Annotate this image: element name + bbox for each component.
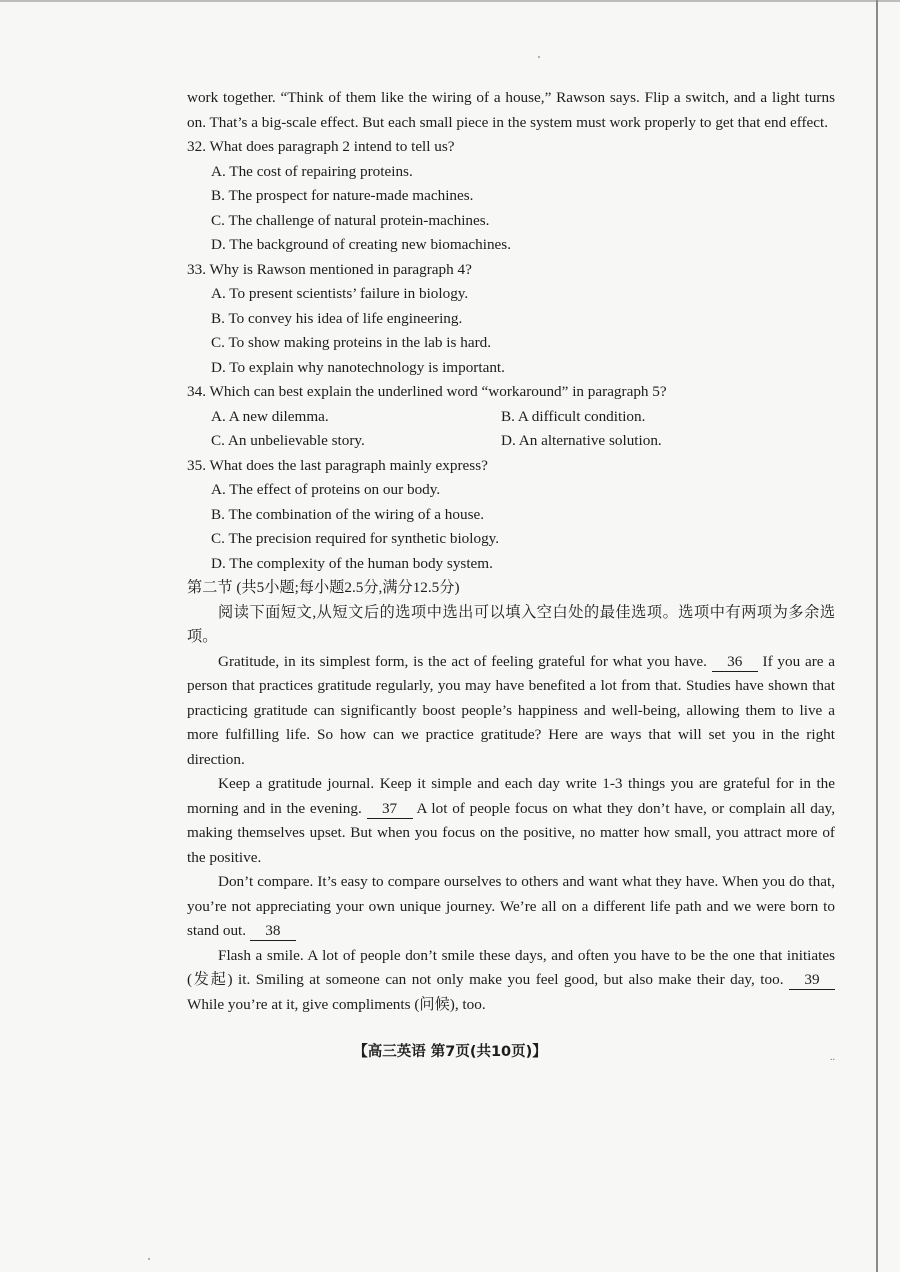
option-c: C. An unbelievable story. — [211, 432, 365, 449]
exam-page — [187, 86, 835, 1017]
section-heading: 第二节 (共5小题;每小题2.5分,满分12.5分) — [187, 579, 460, 596]
option-a: A. To present scientists’ failure in biology. — [211, 285, 469, 302]
question-34 — [187, 380, 835, 454]
option-d: D. The complexity of the human body system. — [211, 554, 493, 572]
options-row-1 — [187, 405, 835, 430]
option-b: B. The prospect for nature-made machines. — [211, 187, 474, 204]
option-a: A. The cost of repairing proteins. — [211, 162, 413, 180]
text-segment: Keep a gratitude journal. Keep it simple and each day write 1-3 things you are grateful for in the morning and in the evening. — [187, 775, 835, 817]
option-d: D. The background of creating new biomachines. — [211, 236, 511, 253]
question-stem: 33. Why is Rawson mentioned in paragraph 4? — [187, 260, 472, 278]
passage-paragraph-1 — [187, 650, 835, 773]
option-b: B. The combination of the wiring of a house. — [211, 505, 485, 523]
text-segment: If you are a person that practices gratitude regularly, you may have benefited a lot from that. Studies have shown that practicing gratitude can significantly boost people’s happiness and well-being, allowing them to live a more fulfilling life. So how can we practice gratitude? Here are ways that will set you in the right direction. — [187, 652, 836, 768]
text-segment: While you’re at it, give compliments (问候), too. — [187, 995, 486, 1013]
scan-speck — [538, 56, 540, 58]
scan-edge-right — [876, 0, 878, 1272]
option-c: C. To show making proteins in the lab is hard. — [211, 334, 492, 351]
option-c: C. The precision required for synthetic biology. — [211, 530, 500, 547]
scan-speck — [148, 1258, 150, 1260]
passage-continuation: work together. “Think of them like the wiring of a house,” Rawson says. Flip a switch, and a light turns on. That’s a big-scale effect. But each small piece in the system must work properly to get that end effect. — [187, 89, 835, 131]
option-b: B. To convey his idea of life engineering. — [211, 309, 463, 327]
option-a: A. A new dilemma. — [211, 407, 329, 425]
text-segment: Gratitude, in its simplest form, is the act of feeling grateful for what you have. — [218, 652, 707, 670]
blank-37: 37 — [367, 800, 413, 819]
question-33 — [187, 258, 835, 381]
corner-mark: .. — [830, 1052, 835, 1063]
scan-edge-top — [0, 0, 900, 2]
text-segment: Flash a smile. A lot of people don’t smile these days, and often you have to be the one that initiates (发起) it. Smiling at someone can not only make you feel good, but also make their day, too. — [187, 946, 835, 988]
text-segment: A lot of people focus on what they don’t have, or complain all day, making themselves upset. But when you focus on the positive, no matter how small, you attract more of the positive. — [187, 799, 835, 866]
section-instruction: 阅读下面短文,从短文后的选项中选出可以填入空白处的最佳选项。选项中有两项为多余选项。 — [187, 603, 835, 645]
blank-38: 38 — [250, 922, 296, 941]
question-stem: 32. What does paragraph 2 intend to tell us? — [187, 138, 455, 155]
blank-36: 36 — [712, 653, 758, 672]
option-b: B. A difficult condition. — [501, 407, 646, 425]
option-a: A. The effect of proteins on our body. — [211, 481, 441, 498]
option-d: D. An alternative solution. — [501, 432, 662, 449]
page-footer: 【高三英语 第7页(共10页)】 — [353, 1044, 547, 1060]
question-stem: 35. What does the last paragraph mainly express? — [187, 456, 488, 474]
options-row-2 — [187, 429, 835, 454]
option-d: D. To explain why nanotechnology is important. — [211, 358, 505, 376]
option-c: C. The challenge of natural protein-machines. — [211, 211, 490, 229]
passage-paragraph-4 — [187, 944, 835, 1018]
blank-39: 39 — [789, 971, 835, 990]
text-segment: Don’t compare. It’s easy to compare ourselves to others and want what they have. When you do that, you’re not appreciating your own unique journey. We’re all on a different life path and we were born to stand out. — [187, 873, 835, 939]
question-stem: 34. Which can best explain the underlined word “workaround” in paragraph 5? — [187, 383, 667, 400]
passage-paragraph-3 — [187, 870, 835, 944]
question-32 — [187, 135, 835, 258]
passage-paragraph-2 — [187, 772, 835, 870]
question-35 — [187, 454, 835, 577]
